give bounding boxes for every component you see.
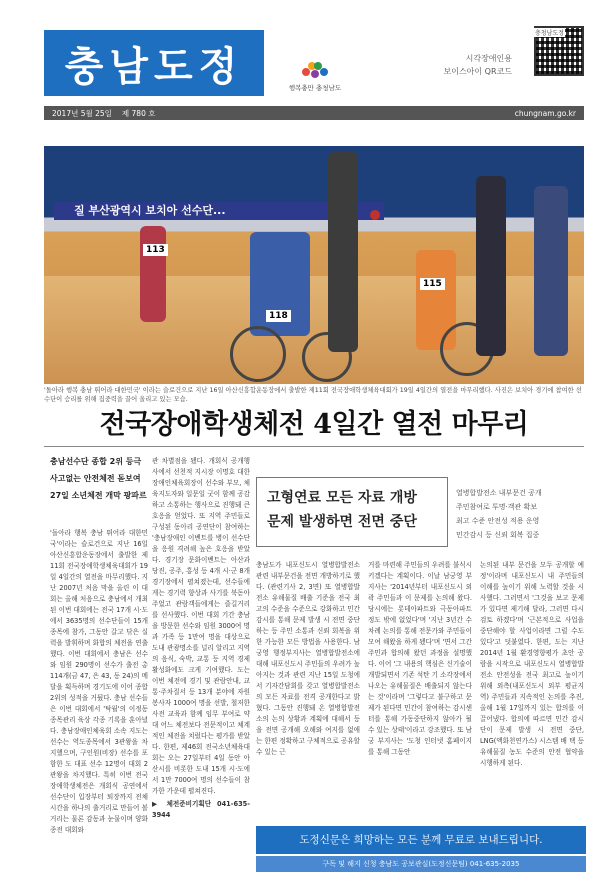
photo-bib-1: 113 — [143, 244, 168, 256]
photo-banner: 질 부산광역시 보치아 선수단... — [54, 202, 384, 220]
article-col-2 — [152, 456, 250, 876]
masthead — [44, 30, 264, 96]
photo-official-2 — [476, 176, 506, 356]
subscription-banner: 도정신문은 희망하는 모든 분께 무료로 보내드립니다. — [256, 826, 586, 854]
website-link[interactable]: chungnam.go.kr — [514, 108, 576, 118]
issue-number: 제 780 호 — [121, 108, 156, 118]
article-col-1 — [50, 528, 148, 878]
qr-caption — [444, 52, 513, 78]
sidenote-line3: 최고 수준 안전성 적용 운영 — [456, 517, 540, 525]
sidenote-line2: 주민참여로 투명·객관 확보 — [456, 503, 538, 511]
main-photo — [44, 146, 584, 384]
subhead-2: 사고없는 안전체전 돋보여 — [50, 474, 141, 483]
article-col-3 — [256, 560, 360, 822]
headline-divider — [44, 446, 584, 447]
article-col-2-credit: ▶ 체전준비기획단 041-635-3944 — [152, 800, 250, 819]
feature-sidenote — [456, 486, 586, 542]
photo-bib-3: 115 — [420, 278, 445, 290]
masthead-title: 충남도정 — [64, 43, 244, 90]
flower-logo-icon — [302, 62, 328, 80]
photo-wheel-1 — [230, 326, 286, 382]
qr-caption-line1: 시각장애인용 — [465, 54, 512, 63]
article-col-4 — [368, 560, 472, 822]
article-col-5 — [480, 560, 584, 822]
photo-spectator-1 — [140, 226, 166, 322]
article-col-4-text: 거를 마련해 주민들의 우려를 불식시키겠다는 계획이다. 이날 남궁영 부지사는 '2014년부터 내포신도시 외곽 주민들과 이 문제를 논의해 왔다. 당시에는 롯데아파트와 극동아파트 정도 밖에 없었다'며 '지난 3년간 수차례 논의를 통해 전문가와 주민들이 모여 해왔을 하게 됐다'며 '면서 그간 주민과 합의해 왔던 과정을 설명했다. 이어 '그 내용의 핵심은 신기술이 개발되면서 기존 석탄 기 소각장에서 나오는 유해물질은 배출되지 않는다는 것'이라며 '그렇다고 불구하고 문제가 된다면 민간이 참여하는 감시센터를 통해 가동중단하지 않아가 될 수 있는 상태'이라고 강조했다. 또 남궁 부지사는 '도청 인터넷 홈페이지를 통해 그동안 — [368, 561, 472, 756]
article-col-1-text: '돌아라 행복 충남 뛰어라 대한민국'이라는 슬로건으로 지난 16일 아산신흥합운동장에서 출발한 제11회 전국장애학생체육대회가 19일 4일간의 열전을 마무리했다. 지난 2007년 처음 막을 올린 이 대회는 올해 처음으로 충남에서 개최된 이번 대회에는 전국 17개 시·도에서 3635명의 선수단들이 15개 종목에 참가, 그동안 갈고 닦은 실력을 발휘하며 화합의 체전을 연출했다. 이번 대회에서 충남은 선수와 임원 290명이 선수가 출전 총 114개(금 47, 은 43, 동 24)의 메달을 획득하며 경기도에 이어 종합 2위의 성적을 거뒀다. 충남 선수들은 이번 대회에서 '탁월'의 이정동 종목관리 육상 각종 기록을 훈아녔다. 충남장애인체육회 소속 지도는 선수는 역도종목에서 3관왕을 차지했으며, 구인원(비장) 선수를 포함한 도 대표 선수 12명이 대회 2관왕을 차지했다. 특히 이번 전국장애학생체전은 개회식 공연에서 선수단이 입장부터 퇴장까지 전체 시간을 하나의 출거리로 만들어 볼거리는 물론 감동과 눈물이며 양화 종전 대회와 — [50, 529, 148, 834]
article-col-5-text: 논의된 내부 문건을 모두 공개할 예정'이라며 내포신도시 내 주민들의 이해를 높이기 위해 노력할 것을 시사했다. 그러면서 '그것을 보고 문제가 있다면 제기해 달라, 그러면 다시 검토 하겠다'며 '근본적으로 사업을 중단해야 할 사업이라면 그럴 수도 있다'고 덧붙였다. 한편, 도는 지난 2014년 1월 환경영향평가 초안 공람을 시작으로 내포신도시 열병합발전소 안전성을 전국 최고로 높이기 위해 외측(내포신도시 외부 평균지역) 주민들과 지속적인 논의를 추진, 올해 1월 17일까지 있는 합의를 이끌어냈다. 합의에 따르면 민간 감시단이 문제 발생 시 전면 중단, LNG(액화천연가스) 시스템 배 택 등 유해물질 농도 수준의 안전 협약을 시행하게 된다. — [480, 561, 584, 767]
emblem-text: 행복충만 충청남도 — [288, 84, 342, 92]
article-col-2-text: 관 차별점을 됐다. 개회식 공개행사에서 선천적 지시장 이명호 대한장애인체육회장이 선수와 부모, 체육지도자와 일문일 굿이 함께 공감하고 소통하는 행사으로 진행돼 큰 호응을 얻었다. 또 지역 주민들로 구성된 동아리 공연단이 참여하는 '충남장애인 이벤트를 병이 선수단을 응원 격려해 높은 호응을 받았다. 경기장 문화이벤트는 아산과 당진, 공주, 홍성 등 4개 시·군 8개 경기장에서 펼쳐졌는데, 선수들에게는 경기력 향상과 사기를 북돋아 주었고 관람객들에게는 즐길거리를 선사했다. 이번 대회 기간 충남을 방문한 선수와 임원 3000여 명과 가족 등 1만여 명을 대상으로 도내 관광명소를 널리 알리고 지역의 음식, 숙박, 교통 등 지역 경제 활성화에도 크게 기여했다. 도는 이번 체전에 경기 및 관람안내, 교통·주차질서 등 13개 분야에 자원봉사자 1000여 명을 선발, 철저한 사전 교육과 함께 임무 부여로 약대 어느 체전보다 전문적이고 체계적인 체전을 치렀다는 평가를 받았다. 한편, 제46회 전국소년체육대회는 오는 27일부터 4일 동안 아산시를 비롯한 도내 15개 시·도에서 1만 7000여 명의 선수들이 참가한 가운데 펼쳐진다. — [152, 457, 250, 795]
main-headline: 전국장애학생체전 4일간 열전 마무리 — [99, 409, 529, 440]
feature-headline-line2: 문제 발생하면 전면 중단 — [267, 514, 417, 530]
qr-label: 충청남도정 — [535, 30, 564, 37]
subheads — [50, 456, 150, 507]
article-col-3-text: 충남도가 내포신도시 열병합발전소 관련 내부문건을 전면 개방하기로 했다. (관련기사 2, 3면) 또 열병합발전소 유해물질 배출 기준을 전국 최고의 수준을 수준으로 강화하고 민간감시를 통해 문제 발생 시 전면 중단하는 등 주민 소통과 신뢰 회복을 위한 가능한 모든 방법을 사용한다. 남궁영 행정부지사는 열병합발전소에 대해 내포신도시 주민들의 우려가 높아지는 것과 관련 지난 15일 도청에서 기자간담회를 갖고 열병합발전소의 모든 자료를 전격 공개한다고 밝혔다. 그동안 진행돼 온 열병합발전소의 논의 상황과 계획에 대해서 등을 전면 공개해 오해와 여지를 없애는 한편 정확하고 구체적으로 공유할 수 있는 근 — [256, 561, 360, 756]
subscription-contact: 구독 및 해지 신청 충남도 공보관실(도정신문팀) 041-635-2035 — [256, 856, 586, 872]
photo-ball — [370, 210, 380, 220]
photo-bib-2: 118 — [266, 310, 291, 322]
photo-official-3 — [534, 186, 568, 356]
issue-date: 2017년 5월 25일 — [52, 108, 112, 118]
qr-caption-line2: 보이스아이 QR코드 — [443, 67, 512, 76]
feature-headline-box — [256, 477, 448, 547]
feature-headline-line1: 고형연료 모든 자료 개방 — [267, 490, 417, 506]
photo-caption: '돌아라 행복 충남 뛰어라 대한민국' 이라는 슬로건으로 지난 16일 아산신흥합운동장에서 출발한 제11회 전국장애학생체육대회가 19일 4일간의 열전을 마무리했다. 사진은 보치아 경기에 참여한 선수단이 승리를 위해 집중력을 끌어 올리고 있는 모습. — [44, 387, 582, 403]
sidenote-line4: 민간감시 등 신뢰 회복 집중 — [456, 531, 540, 539]
province-emblem — [280, 62, 350, 92]
sidenote-line1: 열병합발전소 내부문건 공개 — [456, 489, 542, 497]
subhead-3: 27일 소년체전 개막 팡파르 — [50, 491, 147, 500]
subhead-1: 충남선수단 종합 2위 등극 — [50, 457, 142, 466]
issue-bar — [44, 106, 584, 120]
photo-official-1 — [328, 152, 358, 352]
